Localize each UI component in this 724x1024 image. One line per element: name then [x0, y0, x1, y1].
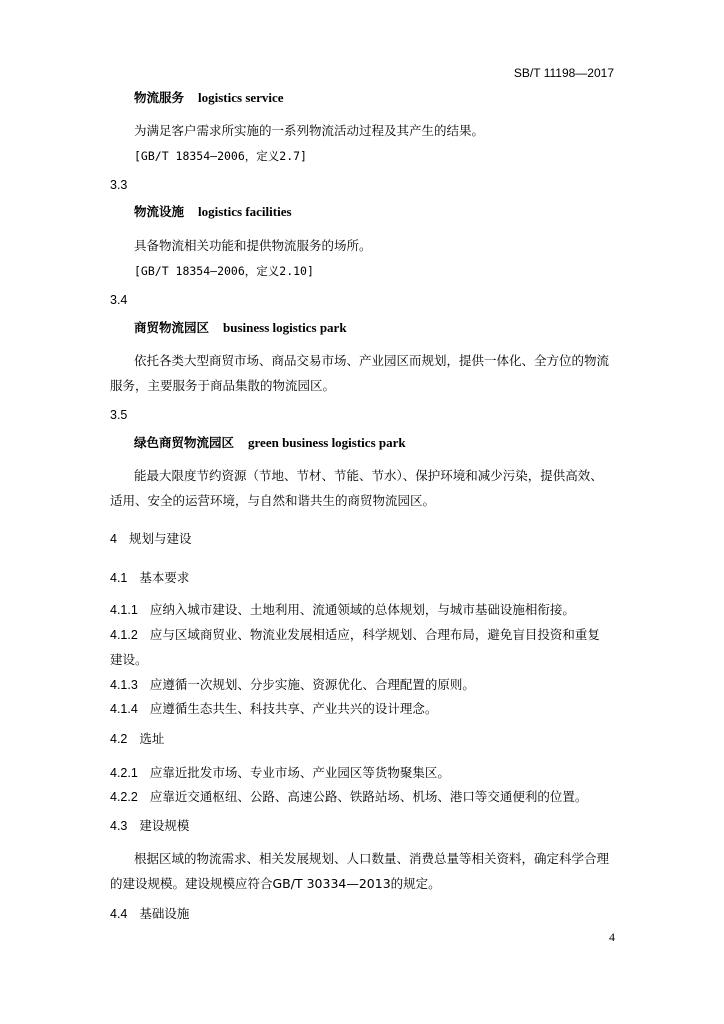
term-zh: 物流设施: [134, 204, 185, 219]
term-zh: 物流服务: [134, 90, 185, 105]
paragraph-4-3-line1: 根据区域的物流需求、相关发展规划、人口数量、消费总量等相关资料，确定科学合理: [134, 851, 610, 866]
paragraph-4-3-line2: 的建设规模。建设规模应符合GB/T 30334—2013的规定。: [110, 876, 441, 891]
section-heading-4-1: [110, 570, 189, 586]
clause-4-1-2-continuation: 建设。: [110, 652, 148, 667]
clause-text: 应靠近批发市场、专业市场、产业园区等货物聚集区。: [149, 765, 450, 780]
page-number: 4: [609, 930, 615, 944]
term-3-2: [134, 90, 284, 106]
section-title: 基本要求: [139, 570, 190, 585]
clause-text: 应遵循生态共生、科技共享、产业共兴的设计理念。: [149, 701, 438, 716]
section-title: 选址: [139, 731, 165, 746]
section-heading-4: [110, 531, 191, 547]
clause-4-1-3: [110, 677, 475, 693]
definition-3-3: 具备物流相关功能和提供物流服务的场所。: [134, 238, 372, 253]
definition-3-5-line2: 适用、安全的运营环境，与自然和谐共生的商贸物流园区。: [110, 493, 436, 508]
section-heading-4-3: [110, 818, 189, 834]
term-zh: 商贸物流园区: [134, 320, 210, 335]
term-en: logistics facilities: [198, 204, 292, 219]
term-en: green business logistics park: [248, 435, 406, 450]
clause-number-3-4: 3.4: [110, 293, 128, 307]
clause-number: 4.1.4: [110, 702, 138, 716]
clause-text: 应纳入城市建设、土地利用、流通领域的总体规划，与城市基础设施相衔接。: [149, 602, 575, 617]
clause-number-3-3: 3.3: [110, 178, 128, 192]
section-title: 建设规模: [139, 818, 190, 833]
section-number: 4: [110, 532, 117, 546]
clause-text: 应靠近交通枢纽、公路、高速公路、铁路站场、机场、港口等交通便利的位置。: [149, 789, 588, 804]
term-3-5: [134, 435, 406, 451]
clause-number-3-5: 3.5: [110, 408, 128, 422]
definition-3-4-line2: 服务，主要服务于商品集散的物流园区。: [110, 378, 336, 393]
clause-number: 4.1.1: [110, 603, 138, 617]
definition-3-2: 为满足客户需求所实施的一系列物流活动过程及其产生的结果。: [134, 123, 485, 138]
section-heading-4-2: [110, 731, 164, 747]
clause-4-2-2: [110, 789, 587, 805]
clause-number: 4.2.2: [110, 790, 138, 804]
section-heading-4-4: [110, 906, 189, 922]
clause-4-2-1: [110, 765, 450, 781]
source-3-3: [GB/T 18354—2006，定义2.10]: [134, 264, 314, 278]
clause-text: 应与区域商贸业、物流业发展相适应，科学规划、合理布局，避免盲目投资和重复: [149, 627, 600, 642]
clause-number: 4.2.1: [110, 766, 138, 780]
section-title: 规划与建设: [128, 531, 192, 546]
term-en: business logistics park: [223, 320, 347, 335]
clause-4-1-2: [110, 627, 600, 643]
section-title: 基础设施: [139, 906, 190, 921]
term-3-3: [134, 204, 292, 220]
clause-4-1-4: [110, 701, 437, 717]
source-3-2: [GB/T 18354—2006，定义2.7]: [134, 149, 307, 163]
term-3-4: [134, 320, 347, 336]
definition-3-5-line1: 能最大限度节约资源（节地、节材、节能、节水）、保护环境和减少污染，提供高效、: [134, 468, 603, 483]
clause-number: 4.1.2: [110, 628, 138, 642]
section-number: 4.3: [110, 819, 128, 833]
clause-number: 4.1.3: [110, 678, 138, 692]
standard-code-header: SB/T 11198—2017: [513, 66, 614, 80]
term-zh: 绿色商贸物流园区: [134, 435, 235, 450]
clause-4-1-1: [110, 602, 575, 618]
section-number: 4.4: [110, 907, 128, 921]
term-en: logistics service: [198, 90, 284, 105]
section-number: 4.1: [110, 571, 128, 585]
definition-3-4-line1: 依托各类大型商贸市场、商品交易市场、产业园区而规划，提供一体化、全方位的物流: [134, 353, 610, 368]
clause-text: 应遵循一次规划、分步实施、资源优化、合理配置的原则。: [149, 677, 475, 692]
section-number: 4.2: [110, 732, 128, 746]
